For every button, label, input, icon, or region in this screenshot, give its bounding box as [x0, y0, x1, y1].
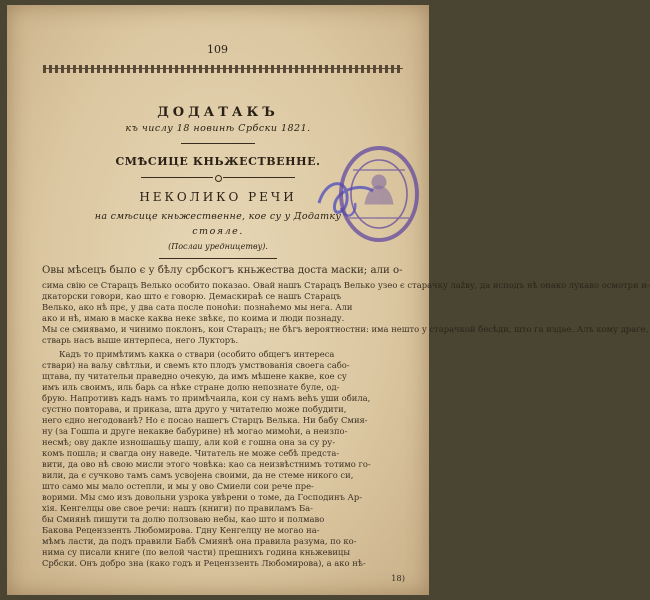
library-stamp	[335, 140, 423, 248]
ornament-circle	[215, 175, 222, 182]
body-line: щтава, пу читательи праведно очекую, да имъ мѣшене какве, кое су	[42, 371, 347, 381]
article-title: НЕКОЛИКО РЕЧИ	[139, 190, 297, 204]
decorative-border	[43, 65, 403, 73]
body-line: Србски. Онъ добро зна (како годъ и Реценззенть Любомирова), а ако нѣ-	[42, 558, 366, 568]
body-line: ако и нѣ, имаю в маске каква некє звѣкє, по коима и люди познаду.	[42, 313, 345, 323]
body-line: што само мы мало остепли, и мы у ово Смиели сои рече пре-	[42, 481, 314, 491]
body-line: брую. Напротивъ кадъ намъ то примѣчаила, кои су намъ већъ уши обила,	[42, 393, 371, 403]
article-subtitle-line2: стояле.	[192, 226, 244, 237]
body-line: дкаторски говори, као што є говорю. Демаскираѣ се нашъ Старацъ	[42, 291, 342, 301]
body-line: Мы се смиявамо, и чинимо поклонъ, кои Старацъ; не бѣгъ вероятностни: има нешто у старачкой бесѣди, што га издае. Алъ кому драге,	[42, 324, 649, 334]
body-line: него єдно негодованѣ? Но є посао нашегъ Старцъ Велька. Ни бабу Смия-	[42, 415, 368, 425]
body-line: Велько, ако нѣ прє, у два сата после поноћи: познаћемо мы нега. Али	[42, 302, 353, 312]
body-line: вили, да є сучково тамъ самъ усвојена своими, да не стеме никого си,	[42, 470, 354, 480]
body-line: бы Смиянѣ пишути та долю ползоваю небы, као што и полмаво	[42, 514, 325, 524]
rule-short	[181, 143, 255, 144]
body-line: вити, да ово нѣ свою мисли этого човѣка: као са неизвѣстнимъ тотимо го-	[42, 459, 371, 469]
body-line: сима свію се Старацъ Велько особито показао. Овай нашъ Старацъ Велько узео є старачку лаžву, да исподъ нѣ онако лукаво осмотри и-	[42, 280, 650, 290]
body-line: мѣмъ ласти, да подъ правили Бабѣ Смиянѣ она правила разума, по ко-	[42, 536, 357, 546]
body-line: имъ иль своимъ, иль барь са нѣке стране долю непознате буле, од-	[42, 382, 340, 392]
body-line: Бакова Реценззенть Любомирова. Гдну Кенгелцу не могао на-	[42, 525, 320, 535]
article-subtitle-line1: на смѣсице кньжественне, кое су у Додатку	[94, 211, 342, 222]
catchword: 18)	[391, 573, 405, 583]
section-title: СМѢСИЦЕ КНЬЖЕСТВЕННЕ.	[115, 155, 321, 168]
header-title: ДОДАТАКЪ	[157, 105, 279, 120]
article-sender: (Послаи уредницетву).	[168, 242, 268, 251]
page-number: 109	[207, 43, 228, 56]
rule-under-title	[159, 258, 277, 259]
body-line: нима су писали книге (по велой части) прешнихъ година кньжевицы	[42, 547, 350, 557]
body-line: ну (за Гошпа и друге некакве бабурине) нѣ могао мимоћи, а неизпо-	[42, 426, 348, 436]
body-line: хія. Кенгелцы ове свое речи: нашъ (книги) по правиламъ Ба-	[42, 503, 314, 513]
body-line: ворими. Мы смо изъ довольни узрока увѣрени о томе, да Господинъ Ар-	[42, 492, 363, 502]
body-line: Овы мѣсецъ было є у бѣлу србскогъ кньжества доста маски; али о-	[42, 265, 403, 276]
body-line: Кадъ то примѣтимъ какка о ствари (особито общегъ интереса	[59, 349, 335, 359]
body-line: ствари) на ваљу свѣтльи, и свемъ кто плодъ умствованія своега сабо-	[42, 360, 350, 370]
body-line: комъ пошла; и свагда ону наведе. Читатель не може себѣ предста-	[42, 448, 340, 458]
body-line: несмѣ; ову дакле изношашьу шашу, али кой є гошна она за су ру-	[42, 437, 336, 447]
rule-right	[223, 177, 295, 178]
rule-left	[141, 177, 213, 178]
document-page	[7, 5, 650, 595]
body-line: сустно повторава, и приказа, шта друго у читателю може побудити,	[42, 404, 347, 414]
body-line: стварь насъ выше интерпеса, него Лукторъ.	[42, 335, 239, 345]
header-subtitle: къ числу 18 новинѣ Србски 1821.	[125, 123, 311, 134]
